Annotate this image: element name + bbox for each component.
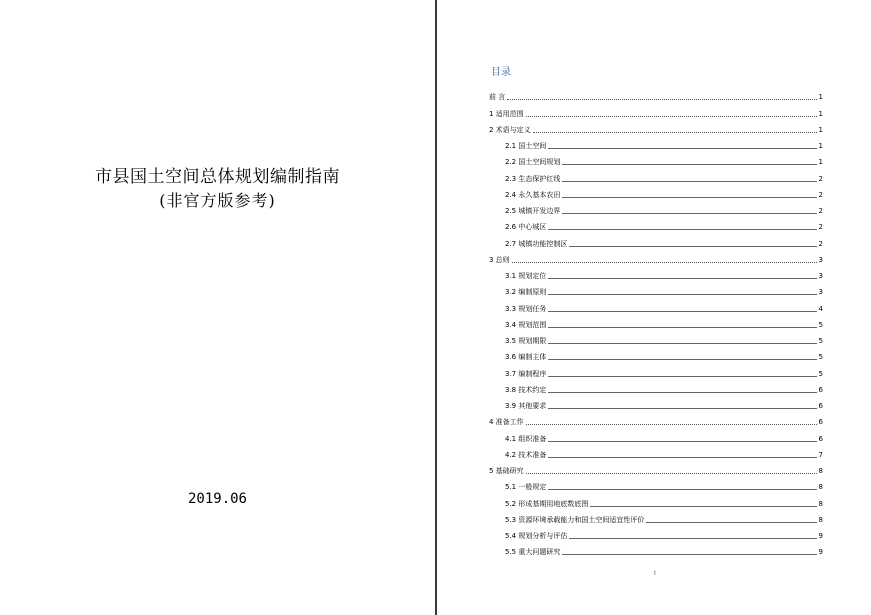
toc-entry[interactable] (489, 395, 823, 411)
toc-entry-page: 2 (818, 174, 823, 183)
toc-leader (590, 505, 816, 507)
toc-leader (569, 537, 816, 539)
toc-entry-page: 1 (818, 125, 823, 134)
toc-leader (548, 407, 816, 409)
cover-date: 2019.06 (187, 491, 247, 507)
toc-entry-label: 2.5 城镇开发边界 (505, 207, 561, 215)
toc-leader (548, 228, 816, 230)
toc-entry-label: 5 基础研究 (489, 467, 524, 475)
toc-entry[interactable] (489, 200, 823, 216)
toc-entry-page: 8 (818, 467, 823, 475)
toc-entry-page: 5 (818, 369, 823, 378)
toc-entry-page: 9 (818, 548, 823, 557)
toc-entry[interactable] (489, 151, 823, 167)
toc-entry-page: 5 (818, 353, 823, 362)
toc-leader (548, 326, 816, 328)
toc-entry-label: 2.6 中心城区 (505, 223, 547, 232)
toc-entry-label: 5.3 资源环境承载能力和国土空间适宜性评价 (505, 515, 645, 524)
toc-leader (548, 440, 816, 442)
toc-entry-label: 2.3 生态保护红线 (505, 174, 561, 183)
toc-entry-label: 3.1 规划定位 (505, 272, 547, 280)
toc-entry-label: 3.2 编制原则 (505, 288, 547, 297)
toc-entry-page: 7 (818, 450, 823, 459)
toc-entry-page: 6 (818, 385, 823, 394)
toc-leader (526, 115, 817, 117)
toc-entry-label: 5.5 重大问题研究 (505, 548, 561, 557)
toc-leader (562, 163, 816, 165)
cover-subtitle: (非官方版参考) (159, 191, 276, 210)
toc-entry-label: 5.1 一般规定 (505, 483, 547, 492)
toc-leader (548, 391, 816, 393)
toc-entry-label: 3.5 规划期限 (505, 337, 547, 345)
toc-entry[interactable] (489, 281, 823, 297)
toc-entry[interactable] (489, 427, 823, 443)
toc-entry[interactable] (489, 411, 823, 427)
toc-leader (548, 277, 816, 279)
cover-title: 市县国土空间总体规划编制指南 (95, 167, 340, 187)
toc-entry[interactable] (489, 362, 823, 378)
toc-entry-page: 3 (818, 255, 823, 264)
toc-entry-page: 5 (818, 320, 823, 329)
toc-entry-label: 2.4 永久基本农田 (505, 190, 561, 199)
toc-entry[interactable] (489, 476, 823, 492)
toc-heading: 目录 (491, 67, 511, 78)
page-number: I (654, 570, 656, 577)
toc-entry[interactable] (489, 297, 823, 313)
toc-entry-label: 4.2 技术准备 (505, 450, 547, 459)
toc-entry-page: 1 (818, 158, 823, 167)
toc-entry[interactable] (489, 379, 823, 395)
toc-entry-label: 1 适用范围 (489, 109, 524, 118)
toc-entry-label: 2.7 城镇功能控制区 (505, 239, 568, 248)
toc-entry-label: 2 术语与定义 (489, 125, 531, 134)
toc-entry[interactable] (489, 541, 823, 557)
toc-entry[interactable] (489, 330, 823, 346)
toc-entry-label: 前 言 (489, 93, 506, 102)
toc-entry[interactable] (489, 460, 823, 476)
toc-leader (512, 261, 817, 263)
toc-entry-label: 3 总则 (489, 255, 510, 264)
toc-list (489, 86, 823, 557)
toc-entry-page: 6 (818, 402, 823, 410)
toc-leader (548, 456, 816, 458)
toc-entry[interactable] (489, 525, 823, 541)
toc-entry[interactable] (489, 167, 823, 183)
toc-leader (646, 521, 816, 523)
toc-entry-page: 2 (818, 190, 823, 199)
toc-entry-page: 8 (818, 483, 823, 492)
toc-entry-label: 4.1 组织准备 (505, 434, 547, 443)
toc-entry-page: 5 (818, 337, 823, 345)
toc-leader (548, 310, 816, 312)
toc-entry-label: 3.4 规划范围 (505, 320, 547, 329)
toc-entry-page: 3 (818, 288, 823, 297)
toc-entry-label: 3.3 规划任务 (505, 304, 547, 313)
toc-leader (548, 293, 816, 295)
toc-leader (548, 375, 816, 377)
toc-entry[interactable] (489, 249, 823, 265)
toc-leader (548, 488, 816, 490)
toc-entry-page: 6 (818, 434, 823, 443)
toc-entry-page: 4 (818, 304, 823, 313)
toc-entry-page: 3 (818, 272, 823, 280)
toc-entry-page: 1 (818, 142, 823, 150)
toc-leader (562, 180, 816, 182)
toc-entry-label: 5.2 形成基期用地底数底图 (505, 499, 589, 508)
toc-entry[interactable] (489, 102, 823, 118)
toc-leader (562, 196, 816, 198)
toc-leader (526, 472, 817, 474)
toc-leader (562, 553, 816, 555)
toc-leader (507, 98, 816, 100)
toc-entry-page: 2 (818, 207, 823, 215)
toc-entry[interactable] (489, 492, 823, 508)
toc-entry-page: 8 (818, 515, 823, 524)
toc-entry[interactable] (489, 232, 823, 248)
toc-leader (548, 358, 816, 360)
toc-leader (569, 245, 816, 247)
toc-entry-label: 3.7 编制程序 (505, 369, 547, 378)
toc-entry[interactable] (489, 216, 823, 232)
toc-entry-label: 2.2 国土空间规划 (505, 158, 561, 167)
toc-entry-label: 3.9 其他要求 (505, 402, 547, 410)
cover-page (0, 0, 435, 615)
toc-entry[interactable] (489, 119, 823, 135)
toc-entry[interactable] (489, 444, 823, 460)
toc-entry-page: 2 (818, 239, 823, 248)
toc-entry-page: 2 (818, 223, 823, 232)
toc-page (437, 0, 871, 615)
toc-entry[interactable] (489, 184, 823, 200)
toc-entry-label: 4 准备工作 (489, 418, 524, 427)
toc-entry[interactable] (489, 314, 823, 330)
toc-leader (548, 342, 816, 344)
toc-entry-page: 6 (818, 418, 823, 427)
toc-entry-page: 1 (818, 93, 823, 102)
toc-entry[interactable] (489, 86, 823, 102)
toc-leader (548, 147, 816, 149)
toc-entry-label: 3.8 技术约定 (505, 385, 547, 394)
toc-entry[interactable] (489, 509, 823, 525)
toc-leader (533, 131, 817, 133)
toc-leader (562, 212, 816, 214)
toc-entry-page: 9 (818, 532, 823, 540)
toc-entry-label: 5.4 规划分析与评估 (505, 532, 568, 540)
toc-entry-label: 3.6 编制主体 (505, 353, 547, 362)
toc-entry[interactable] (489, 265, 823, 281)
toc-entry[interactable] (489, 346, 823, 362)
toc-entry-page: 1 (818, 109, 823, 118)
toc-entry-label: 2.1 国土空间 (505, 142, 547, 150)
toc-entry[interactable] (489, 135, 823, 151)
toc-entry-page: 8 (818, 499, 823, 508)
toc-leader (526, 423, 817, 425)
